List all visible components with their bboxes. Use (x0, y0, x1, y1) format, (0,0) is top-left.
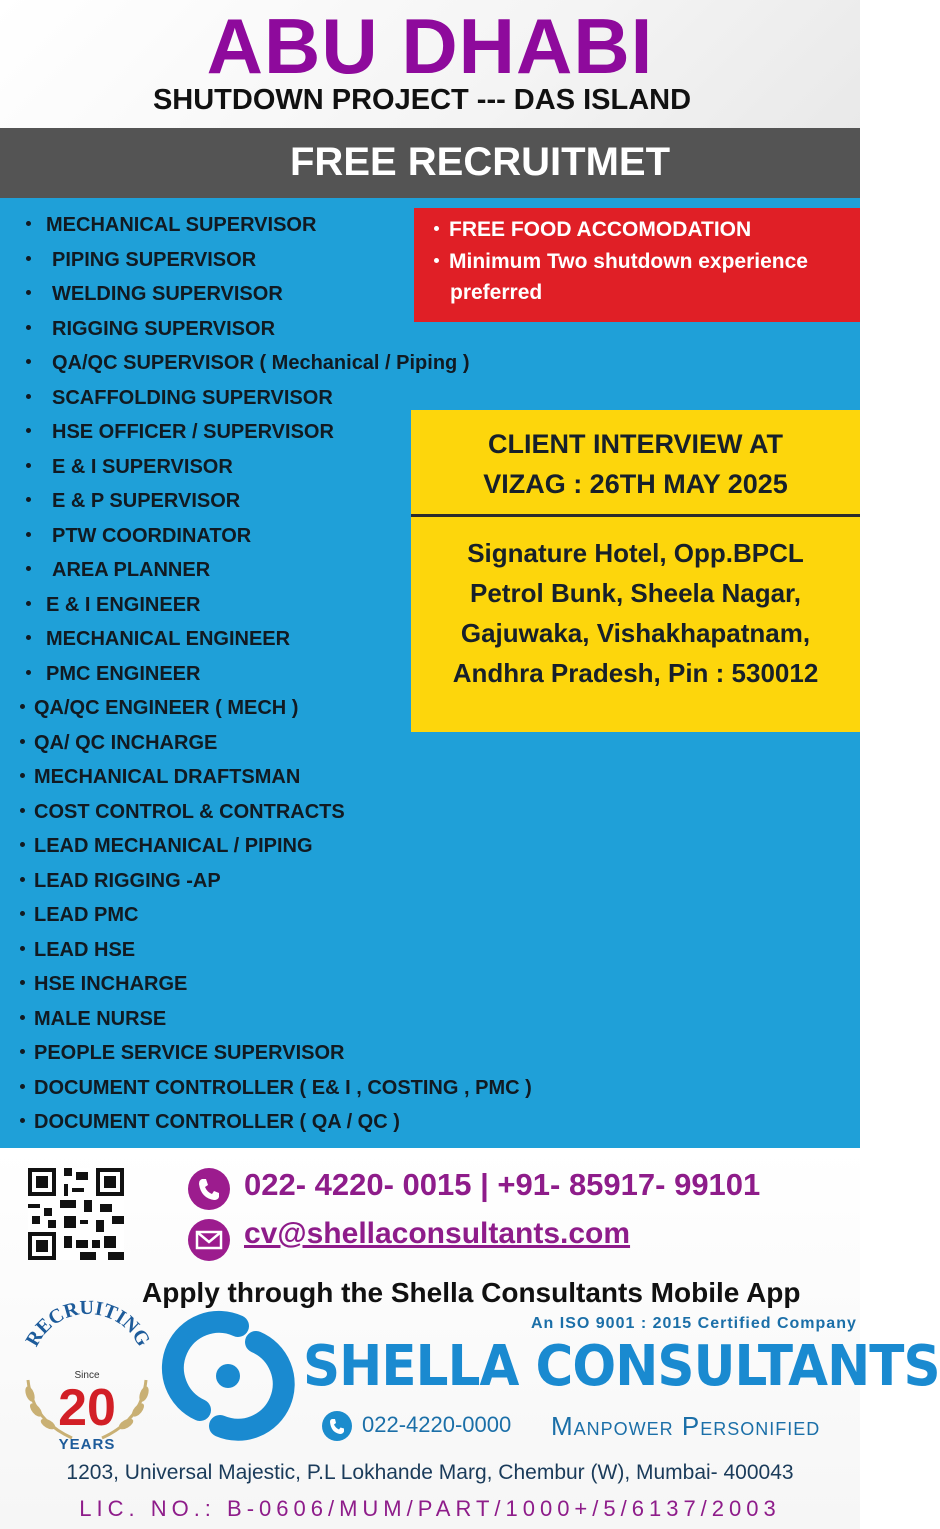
contact-email-link[interactable]: cv@shellaconsultants.com (244, 1217, 631, 1250)
position-label: MALE NURSE (34, 1007, 167, 1030)
benefit-item: Minimum Two shutdown experience (434, 247, 808, 277)
interview-box (411, 410, 860, 732)
header (0, 0, 860, 128)
bullet-icon (20, 1015, 25, 1020)
anniversary-badge (14, 1298, 160, 1453)
position-label: E & I SUPERVISOR (52, 455, 233, 478)
company-tagline: Manpower Personified (551, 1411, 821, 1441)
badge-number: 20 (58, 1379, 116, 1437)
position-label: PEOPLE SERVICE SUPERVISOR (34, 1042, 345, 1064)
recruitment-banner (0, 128, 860, 198)
bullet-icon (26, 566, 31, 571)
bullet-icon (20, 911, 25, 916)
phone-icon (322, 1411, 352, 1441)
position-label: COST CONTROL & CONTRACTS (34, 800, 345, 823)
position-label: AREA PLANNER (52, 559, 211, 581)
bullet-icon (26, 532, 31, 537)
position-label: SCAFFOLDING SUPERVISOR (52, 386, 333, 409)
position-label: E & I ENGINEER (46, 593, 201, 616)
position-item (26, 279, 283, 309)
phone-icon (188, 1168, 230, 1210)
position-label: MECHANICAL DRAFTSMAN (34, 766, 301, 788)
position-label: DOCUMENT CONTROLLER ( E& I , COSTING , PMC ) (34, 1076, 532, 1099)
benefit-item: FREE FOOD ACCOMODATION (434, 215, 751, 245)
position-label: QA/ QC INCHARGE (34, 731, 218, 754)
bullet-icon (26, 601, 31, 606)
company-name: SHELLA CONSULTANTS (303, 1334, 940, 1399)
position-label: PMC ENGINEER (46, 662, 201, 685)
position-item (20, 1038, 344, 1068)
position-label: PTW COORDINATOR (52, 524, 252, 547)
position-label: LEAD HSE (34, 938, 136, 961)
position-item (26, 383, 333, 413)
position-item (20, 728, 217, 758)
interview-heading: CLIENT INTERVIEW AT (488, 429, 783, 459)
bullet-icon (26, 325, 31, 330)
position-label: PIPING SUPERVISOR (52, 248, 257, 271)
license-number: LIC. NO.: B-0606/MUM/PART/1000+/5/6137/2003 (79, 1496, 781, 1521)
position-label: HSE INCHARGE (34, 973, 188, 995)
bullet-icon (434, 226, 439, 231)
svg-text:RECRUITING: RECRUITING (21, 1298, 155, 1351)
interview-address-line: Andhra Pradesh, Pin : 530012 (452, 658, 819, 688)
position-label: E & P SUPERVISOR (52, 490, 241, 512)
company-phone[interactable]: 022-4220-0000 (362, 1412, 512, 1437)
position-item (26, 452, 233, 482)
bullet-icon (20, 808, 25, 813)
bullet-icon (20, 877, 25, 882)
bullet-icon (20, 1084, 25, 1089)
position-item (26, 555, 210, 585)
benefits-box (414, 208, 860, 322)
page-subtitle: SHUTDOWN PROJECT --- DAS ISLAND (152, 84, 692, 116)
bullet-icon (26, 670, 31, 675)
company-logo-icon (160, 1306, 296, 1446)
bullet-icon (26, 463, 31, 468)
divider (411, 514, 860, 517)
position-item (20, 1107, 400, 1137)
iso-certification: An ISO 9001 : 2015 Certified Company (531, 1315, 857, 1332)
main-panel (0, 198, 860, 1148)
bullet-icon (26, 290, 31, 295)
position-label: HSE OFFICER / SUPERVISOR (52, 421, 334, 443)
company-address: 1203, Universal Majestic, P.L Lokhande Marg, Chembur (W), Mumbai- 400043 (66, 1461, 794, 1484)
bullet-icon (26, 428, 31, 433)
position-item (20, 693, 298, 723)
position-item (26, 314, 275, 344)
page-title: ABU DHABI (206, 2, 654, 90)
position-item (20, 935, 135, 965)
bullet-icon (20, 739, 25, 744)
position-item (26, 590, 200, 620)
position-label: WELDING SUPERVISOR (52, 283, 283, 305)
position-label: DOCUMENT CONTROLLER ( QA / QC ) (34, 1111, 400, 1133)
bullet-icon (26, 497, 31, 502)
apply-text: Apply through the Shella Consultants Mobile App (142, 1277, 801, 1308)
interview-date: VIZAG : 26TH MAY 2025 (483, 469, 788, 499)
position-item (20, 797, 345, 827)
position-item (26, 486, 240, 516)
bullet-icon (20, 1049, 25, 1054)
position-item (26, 659, 200, 689)
footer (0, 1148, 940, 1529)
bullet-icon (20, 980, 25, 985)
position-label: MECHANICAL SUPERVISOR (46, 214, 317, 236)
benefit-item-continuation: preferred (450, 281, 543, 304)
position-item (26, 348, 469, 378)
position-item (26, 624, 290, 654)
interview-address-line: Signature Hotel, Opp.BPCL (467, 538, 804, 568)
banner-text: FREE RECRUITMET (290, 140, 670, 184)
position-item (20, 866, 221, 896)
position-item (26, 417, 334, 447)
bullet-icon (26, 256, 31, 261)
position-label: LEAD PMC (34, 904, 139, 926)
position-item (26, 210, 316, 240)
position-label: LEAD RIGGING -AP (34, 869, 221, 892)
position-item (26, 521, 251, 551)
interview-address-line: Petrol Bunk, Sheela Nagar, (470, 578, 801, 608)
interview-address-line: Gajuwaka, Vishakhapatnam, (460, 618, 811, 648)
bullet-icon (26, 221, 31, 226)
bullet-icon (434, 258, 439, 263)
position-item (20, 1004, 166, 1034)
position-item (20, 969, 187, 999)
bullet-icon (20, 1118, 25, 1123)
position-label: QA/QC SUPERVISOR ( Mechanical / Piping ) (52, 352, 470, 374)
position-label: MECHANICAL ENGINEER (46, 628, 291, 650)
mail-icon (188, 1219, 230, 1261)
bullet-icon (20, 704, 25, 709)
bullet-icon (20, 946, 25, 951)
badge-since: Since (74, 1370, 100, 1381)
bullet-icon (20, 842, 25, 847)
position-item (20, 831, 313, 861)
bullet-icon (26, 635, 31, 640)
contact-phone[interactable]: 022- 4220- 0015 | +91- 85917- 99101 (244, 1167, 761, 1202)
bullet-icon (26, 359, 31, 364)
position-item (20, 900, 138, 930)
badge-years: YEARS (58, 1436, 116, 1453)
position-label: LEAD MECHANICAL / PIPING (34, 835, 313, 857)
bullet-icon (20, 773, 25, 778)
qr-code-icon[interactable] (28, 1168, 124, 1260)
position-label: QA/QC ENGINEER ( MECH ) (34, 697, 299, 719)
position-item (20, 762, 300, 792)
position-item (26, 245, 256, 275)
position-item (20, 1073, 532, 1103)
bullet-icon (26, 394, 31, 399)
position-label: RIGGING SUPERVISOR (52, 317, 276, 340)
